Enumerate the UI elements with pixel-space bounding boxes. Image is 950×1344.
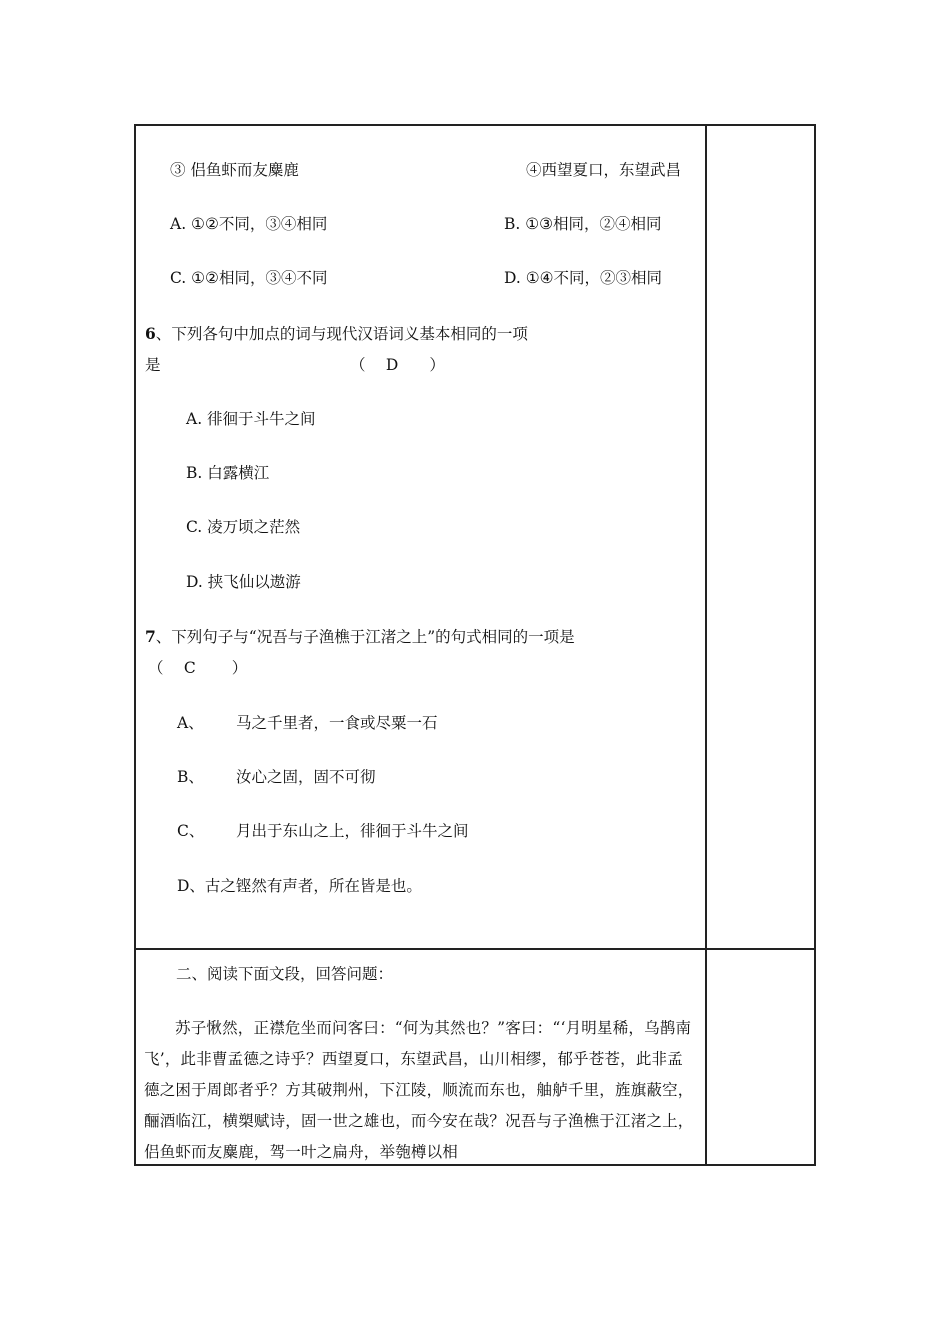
- q6-option-b: B. 白露横江: [186, 464, 270, 482]
- q7-stem: [145, 629, 575, 646]
- q5-option-a: A. ①②不同，③④相同: [170, 215, 328, 233]
- q7-option-a-label: A、: [177, 714, 204, 732]
- q6-answer: （ D ）: [350, 356, 445, 374]
- q6-option-d: D. 挟飞仙以遨游: [186, 573, 301, 591]
- q5-item-3: ③ 侣鱼虾而友麋鹿: [170, 161, 299, 179]
- q7-stem-text: 、下列句子与“况吾与子渔樵于江渚之上”的句式相同的一项是: [155, 628, 575, 646]
- q6-stem: [145, 326, 528, 343]
- q7-option-b-label: B、: [177, 768, 204, 786]
- q5-option-d: D. ①④不同，②③相同: [504, 269, 663, 287]
- row-divider: [134, 948, 816, 950]
- q7-answer: （ C ）: [148, 659, 248, 677]
- q6-number: 6: [145, 324, 156, 343]
- q7-option-d: D、古之铿然有声者，所在皆是也。: [177, 877, 422, 895]
- q5-item-4: ④西望夏口，东望武昌: [526, 161, 682, 179]
- q5-option-b: B. ①③相同，②④相同: [504, 215, 662, 233]
- q7-option-a-text: 马之千里者，一食或尽粟一石: [236, 714, 438, 732]
- q6-stem-continued: 是: [145, 356, 161, 374]
- q6-stem-text: 下列各句中加点的词与现代汉语词义基本相同的一项: [171, 325, 528, 343]
- q7-option-b-text: 汝心之固，固不可彻: [236, 768, 376, 786]
- column-divider: [705, 124, 707, 1166]
- q5-option-c: C. ①②相同，③④不同: [170, 269, 328, 287]
- q7-option-c-text: 月出于东山之上，徘徊于斗牛之间: [236, 822, 469, 840]
- q6-separator: 、: [155, 325, 172, 343]
- q7-option-c-label: C、: [177, 822, 205, 840]
- section-2-heading: 二、阅读下面文段，回答问题：: [176, 965, 394, 983]
- q6-option-c: C. 凌万顷之茫然: [186, 518, 301, 536]
- q7-number: 7: [145, 627, 156, 646]
- q6-option-a: A. 徘徊于斗牛之间: [186, 410, 316, 428]
- reading-passage: 苏子愀然，正襟危坐而问客曰：“何为其然也？”客曰：“‘月明星稀，乌鹊南飞’，此非曹孟德之诗乎？西望夏口，东望武昌，山川相缪，郁乎苍苍，此非孟德之困于周郎者乎？方其破荆州，下江陵，顺流而东也，舳舻千里，旌旗蔽空，酾酒临江，横槊赋诗，固一世之雄也，而今安在哉？况吾与子渔樵于江渚之上，侣鱼虾而友麋鹿，驾一叶之扁舟，举匏樽以相: [144, 1019, 694, 1161]
